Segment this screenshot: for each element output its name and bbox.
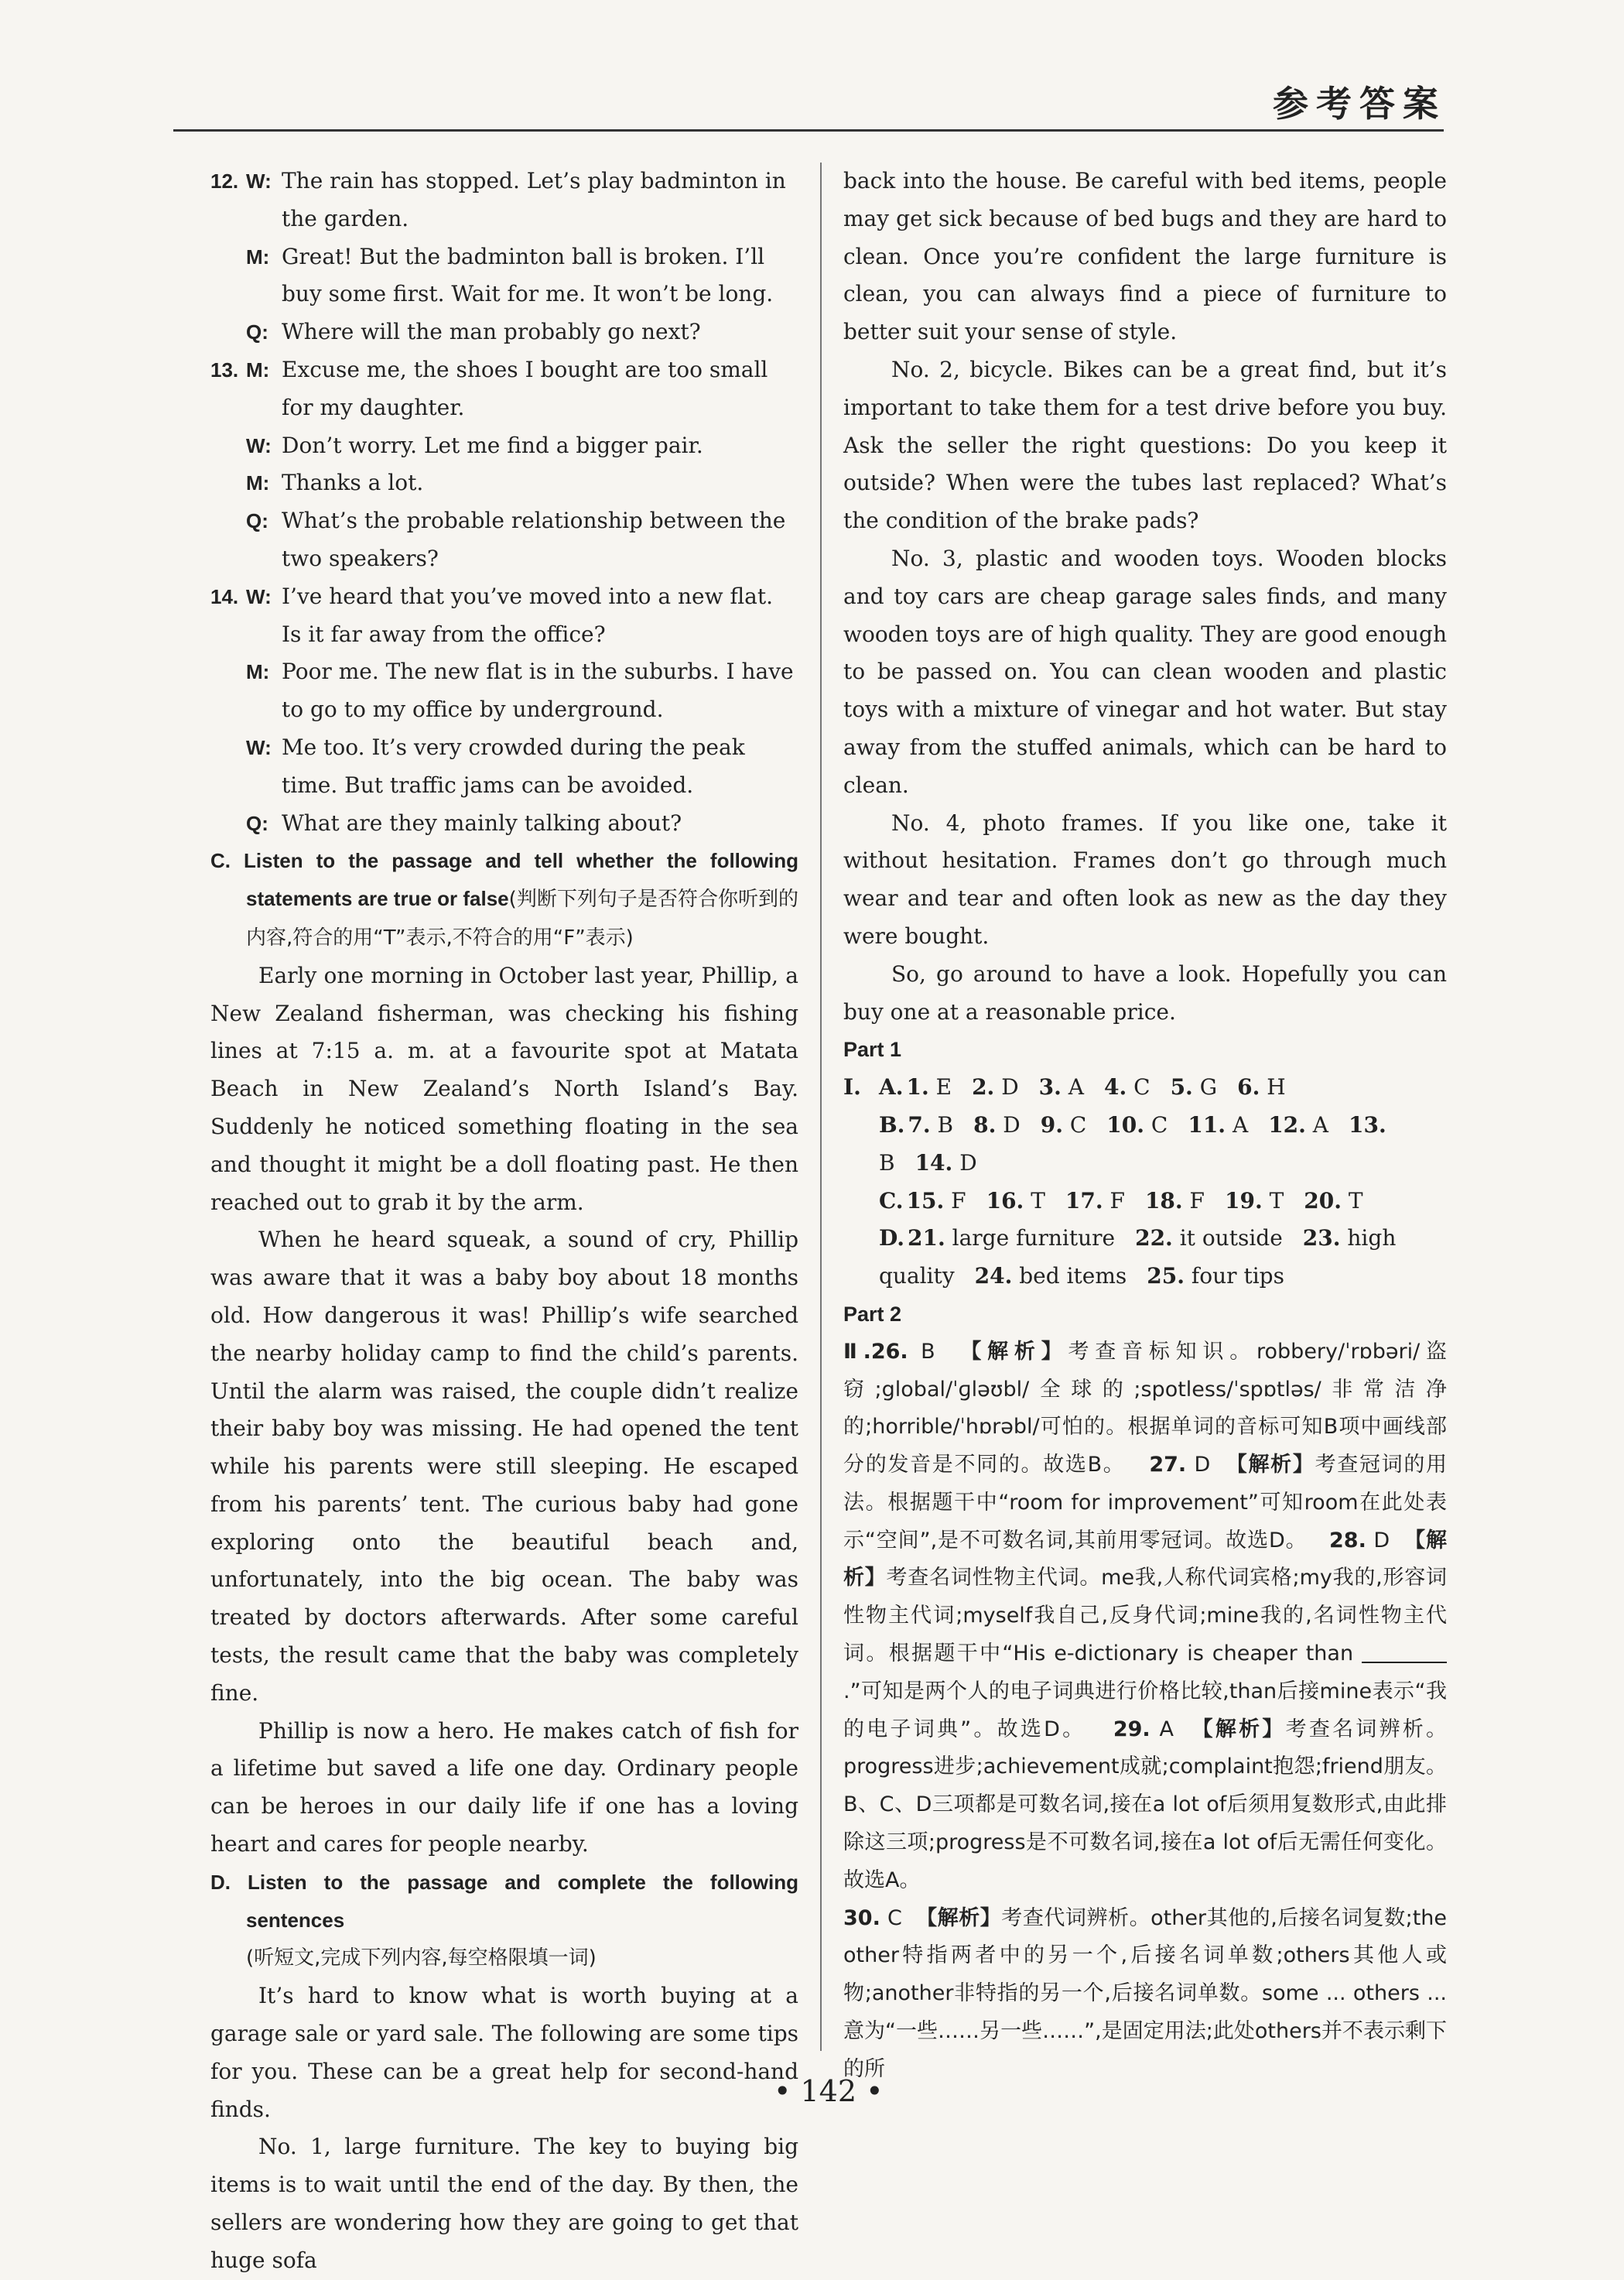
- answer-item: 19. T: [1224, 1187, 1284, 1214]
- passage-paragraph: back into the house. Be careful with bed items, people may get sick because of bed bugs and they are hard to clean. Once you’re confident the large furniture is clean, you can always find a piece of furniture to better suit your sense of style.: [843, 168, 1447, 345]
- line-text: Me too. It’s very crowded during the peak time. But traffic jams can be avoided.: [282, 734, 745, 798]
- question-13: [210, 351, 798, 578]
- question-14: [210, 578, 798, 843]
- line-text: Poor me. The new flat is in the suburbs. I have to go to my office by underground.: [282, 659, 794, 723]
- answers-1a: [843, 1069, 1447, 1107]
- answer-item: 18. F: [1144, 1187, 1205, 1214]
- passage-paragraph: No. 1, large furniture. The key to buying big items is to wait until the end of the day. By then, the sellers are wondering how they are going to get that huge sofa: [210, 2134, 798, 2273]
- section-c-instruction: (判断下列句子是否符合你听到的内容,符合的用“T”表示,不符合的用“F”表示): [246, 888, 798, 950]
- section-d-instruction: (听短文,完成下列内容,每空格限填一词): [246, 1946, 597, 1970]
- line-text: Great! But the badminton ball is broken. I’ll buy some first. Wait for me. It won’t be long.: [282, 243, 774, 307]
- line-text: What’s the probable relationship between the two speakers?: [282, 508, 786, 571]
- q-number: 12.: [210, 169, 239, 193]
- answer-item: 17. F: [1065, 1187, 1125, 1214]
- left-column: [210, 163, 798, 2280]
- answer-list: [879, 1107, 1447, 1183]
- line-text: What are they mainly talking about?: [282, 810, 682, 836]
- answer-item: 5. G: [1170, 1074, 1218, 1101]
- column-divider: [820, 163, 822, 2051]
- answer-item: 2. D: [972, 1074, 1019, 1101]
- analysis-tag: 【解析】: [843, 1528, 1448, 1590]
- passage-paragraph: When he heard squeak, a sound of cry, Phillip was aware that it was a baby boy about 18 months old. How dangerous it was! Phillip’s wife searched the nearby holiday camp to find the child’s parents. Until the alarm was raised, the couple didn’t realize their baby boy was missing. He had opened the tent while his parents were still sleeping. He escaped from his parents’ tent. The curious baby had gone exploring onto the beautiful beach and, unfortunately, into the big ocean. The baby was treated by doctors afterwards. After some careful tests, the result came that the baby was completely fine.: [210, 1227, 798, 1706]
- answer-item: 7. B: [908, 1111, 954, 1138]
- passage-paragraph: It’s hard to know what is worth buying at a garage sale or yard sale. The following are some tips for you. These can be a great help for second-hand finds.: [210, 1983, 798, 2122]
- passage-paragraph: No. 2, bicycle. Bikes can be a great find, but it’s important to take them for a test drive before you buy. Ask the seller the right questions: Do you keep it outside? When were the tubes last replaced? What’s the condition of the brake pads?: [843, 356, 1447, 534]
- analysis-text: 考查名词辨析。progress进步;achievement成就;complaint抱怨;friend朋友。B、C、D三项都是可数名词,接在a lot of后须用复数形式,由此排除这三项;progress是不可数名词,接在a lot of后无需任何变化。故选A。: [843, 1717, 1448, 1892]
- line-text: Don’t worry. Let me find a bigger pair.: [282, 432, 703, 458]
- speaker: M:: [246, 471, 270, 495]
- analysis-text: .”可知是两个人的电子词典进行价格比较,than后接mine表示“我的电子词典”。故选D。: [843, 1679, 1447, 1741]
- answer-item: 16. T: [986, 1187, 1045, 1214]
- line-text: Thanks a lot.: [282, 470, 424, 496]
- section-d-title: D. Listen to the passage and complete the following sentences: [210, 1870, 798, 1932]
- q-number: 30.: [843, 1905, 880, 1930]
- speaker: W:: [246, 735, 272, 759]
- speaker: W:: [246, 433, 272, 457]
- analysis-tag: 【解析】: [1192, 1717, 1286, 1741]
- answer-item: 14. D: [915, 1149, 977, 1176]
- answer: C: [887, 1905, 902, 1930]
- speaker: Q:: [246, 320, 268, 344]
- section-c-heading: [210, 842, 798, 957]
- answer-item: 6. H: [1237, 1074, 1286, 1101]
- answer-group-label: A.: [879, 1074, 904, 1101]
- q-number: 29.: [1113, 1717, 1150, 1741]
- answer-item: 10. C: [1106, 1111, 1168, 1138]
- roman-numeral: Ⅰ.: [843, 1074, 861, 1101]
- page-header-title: 参考答案: [1273, 83, 1446, 125]
- passage-paragraph: Early one morning in October last year, Phillip, a New Zealand fisherman, was checking his fishing lines at 7:15 a. m. at a favourite spot at Matata Beach in New Zealand’s North Island’s Bay. Suddenly he noticed something floating in the sea and thought it might be a doll floating past. He then reached out to grab it by the arm.: [210, 962, 798, 1215]
- analysis-tag: 【解析】: [1226, 1453, 1315, 1477]
- part-2-label: Part 2: [843, 1302, 902, 1326]
- answer: D: [1373, 1528, 1390, 1553]
- answers-1d: [843, 1220, 1447, 1296]
- question-12: [210, 163, 798, 351]
- answers-1b: [843, 1107, 1447, 1183]
- answer-group-label: D.: [879, 1225, 905, 1251]
- answer-item: 9. C: [1040, 1111, 1087, 1138]
- blank-line: [1362, 1640, 1447, 1663]
- page-number: • 142 •: [774, 2074, 884, 2108]
- q-number: 26.: [870, 1339, 908, 1364]
- section-c-title: C. Listen to the passage and tell whether the following statements are true or false: [210, 849, 798, 911]
- analysis-text: 考查代词辨析。other其他的,后接名词复数;the other特指两者中的另一个,后接名词单数;others其他人或物;another非特指的另一个,后接名词单数。some ... others ... 意为“一些……另一些……”,是固定用法;此处others并不表示剩下的所: [843, 1905, 1448, 2081]
- answer-list: [879, 1183, 1447, 1220]
- answer: A: [1159, 1717, 1174, 1741]
- answer: D: [1194, 1453, 1211, 1477]
- answer-item: 22. it outside: [1135, 1225, 1283, 1251]
- line-text: The rain has stopped. Let’s play badminton in the garden.: [282, 168, 786, 231]
- answer-item: 3. A: [1038, 1074, 1085, 1101]
- answer-list: [879, 1220, 1447, 1296]
- header-rule: [173, 129, 1444, 132]
- answer-item: 23. high quality: [879, 1225, 1397, 1289]
- speaker: M:: [246, 245, 270, 269]
- q-number: 28.: [1329, 1528, 1366, 1553]
- answer-item: 15. F: [906, 1187, 966, 1214]
- answer-item: 4. C: [1104, 1074, 1150, 1101]
- speaker: Q:: [246, 811, 268, 835]
- answer-group-label: C.: [879, 1187, 904, 1214]
- answer-item: 24. bed items: [974, 1263, 1127, 1289]
- answer-explanations: [843, 1333, 1447, 2089]
- answer-item: 8. D: [973, 1111, 1021, 1138]
- q-number: 27.: [1149, 1453, 1187, 1477]
- passage-paragraph: So, go around to have a look. Hopefully you can buy one at a reasonable price.: [843, 960, 1447, 1025]
- analysis-text: 考查名词性物主代词。me我,人称代词宾格;my我的,形容词性物主代词;myself我自己,反身代词;mine我的,名词性物主代词。根据题干中“His e-dictionary is cheaper than: [843, 1566, 1448, 1666]
- answer-item: 12. A: [1268, 1111, 1329, 1138]
- line-text: I’ve heard that you’ve moved into a new flat. Is it far away from the office?: [282, 583, 773, 647]
- passage-paragraph: No. 4, photo frames. If you like one, take it without hesitation. Frames don’t go through much wear and tear and often look as new as the day they were bought.: [843, 810, 1447, 949]
- analysis-tag: 【解析】: [916, 1905, 1002, 1930]
- speaker: W:: [246, 584, 272, 608]
- section-d-heading: [210, 1864, 798, 1977]
- answer-item: 20. T: [1304, 1187, 1363, 1214]
- analysis-tag: 【解析】: [960, 1339, 1068, 1364]
- answers-1c: [843, 1183, 1447, 1220]
- answer-list: [879, 1069, 1447, 1107]
- analysis-text: 考查音标知识。robbery/ˈrɒbəri/盗窃;global/ˈɡləʊbl/全球的;spotless/ˈspɒtləs/非常洁净的;horrible/ˈhɒrəbl/可怕的。根据单词的音标可知B项中画线部分的发音是不同的。故选B。: [843, 1339, 1448, 1477]
- speaker: M:: [246, 660, 270, 684]
- speaker: Q:: [246, 509, 268, 533]
- line-text: Where will the man probably go next?: [282, 319, 701, 345]
- q-number: 13.: [210, 358, 239, 382]
- speaker: W:: [246, 169, 272, 193]
- passage-paragraph: No. 3, plastic and wooden toys. Wooden blocks and toy cars are cheap garage sales finds, and many wooden toys are of high quality. They are good enough to be passed on. You can clean wooden and plastic toys with a mixture of vinegar and hot water. But stay away from the stuffed animals, which can be hard to clean.: [843, 545, 1447, 798]
- passage-paragraph: Phillip is now a hero. He makes catch of fish for a lifetime but saved a life one day. Ordinary people can be heroes in our daily life if one has a loving heart and cares for people nearby.: [210, 1717, 798, 1857]
- part-1-label: Part 1: [843, 1038, 902, 1062]
- line-text: Excuse me, the shoes I bought are too small for my daughter.: [282, 356, 768, 420]
- answer-item: 21. large furniture: [908, 1225, 1116, 1251]
- answer-item: 13. B: [879, 1111, 1386, 1176]
- speaker: M:: [246, 358, 270, 382]
- answer-item: 11. A: [1188, 1111, 1249, 1138]
- right-column: [843, 163, 1447, 2089]
- q-number: 14.: [210, 584, 239, 608]
- roman-numeral: Ⅱ.: [843, 1339, 871, 1364]
- answer-item: 25. four tips: [1147, 1263, 1284, 1289]
- answer-group-label: B.: [879, 1111, 905, 1138]
- answer-item: 1. E: [906, 1074, 952, 1101]
- analysis-text: 考查冠词的用法。根据题干中“room for improvement”可知room在此处表示“空间”,是不可数名词,其前用零冠词。故选D。: [843, 1453, 1448, 1553]
- answer: B: [921, 1339, 935, 1364]
